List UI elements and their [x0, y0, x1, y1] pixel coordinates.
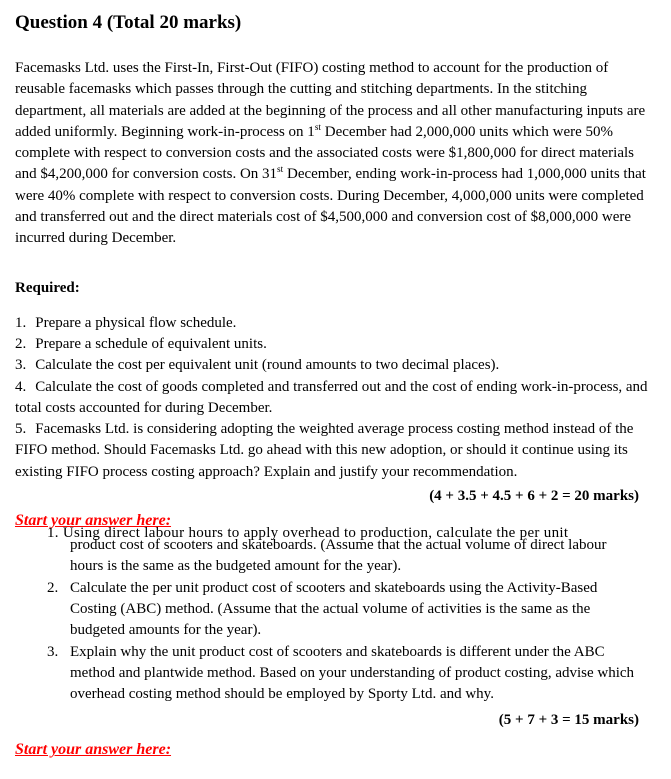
intro-text-part-3: December, ending work-in-process had 1,000,000 units that were 40% complete with respect to conversion costs. During December, 4,000,000 units were completed and transferred out and the direct materials cost of $4,500,000 and conversion cost of $8,000,000 were incurred during December.: [15, 166, 646, 247]
clipped-text-line: [47, 523, 653, 542]
task-number: 1.: [15, 314, 27, 331]
intro-text-part-2: December had 2,000,000 units which were 50% complete with respect to conversion costs and the associated costs were $1,800,000 for direct materials and $4,200,000 for conversion costs. On 31: [15, 123, 634, 183]
task-number: 5.: [15, 421, 27, 438]
intro-text-part-1: Facemasks Ltd. uses the First-In, First-Out (FIFO) costing method to account for the production of reusable facemasks which passes through the cutting and stitching departments. In the stitching department, all materials are added at the beginning of the process and all other manufacturing inputs are added uniformly. Beginning work-in-process on 1: [15, 60, 646, 140]
task-text: Calculate the cost of goods completed and transferred out and the cost of ending work-in-process, and total costs accounted for during December.: [15, 378, 648, 416]
question-intro-paragraph: [15, 58, 653, 250]
task-item: [15, 377, 653, 420]
task-item: [15, 313, 653, 334]
task-number: 2.: [15, 335, 27, 352]
task-number: 3.: [15, 357, 27, 374]
answer-section-task-list: [47, 578, 639, 706]
page-title: Question 4 (Total 20 marks): [15, 12, 242, 33]
task-item: [47, 578, 639, 642]
task-item: [47, 642, 639, 706]
task-number: 3.: [47, 643, 59, 660]
task-text: Explain why the unit product cost of scooters and skateboards is different under the ABC method and plantwide method. Based on your understanding of product costing, advise which overhead costing method should be employed by Sporty Ltd. and why.: [70, 643, 635, 703]
start-answer-prompt: Start your answer here:: [15, 741, 172, 759]
task-text: Calculate the cost per equivalent unit (round amounts to two decimal places).: [35, 357, 500, 374]
required-label: Required:: [15, 279, 80, 296]
required-task-list: [15, 313, 653, 483]
marks-summary-line: (4 + 3.5 + 4.5 + 6 + 2 = 20 marks): [429, 488, 639, 505]
task-text: Prepare a schedule of equivalent units.: [35, 335, 267, 352]
task-number: 2.: [47, 579, 59, 596]
marks-summary-line: (5 + 7 + 3 = 15 marks): [498, 712, 639, 729]
clipped-text-content: 1. Using direct labour hours to apply overhead to production, calculate the per unit: [47, 525, 569, 542]
superscript-st-2: st: [277, 165, 284, 176]
superscript-st-1: st: [314, 122, 322, 133]
task-item: [15, 334, 653, 355]
task-number: 4.: [15, 378, 27, 395]
start-answer-prompt: Start your answer here:: [15, 512, 172, 530]
task-text-continuation: product cost of scooters and skateboards. (Assume that the actual volume of direct labour hours is the same as the budgeted amount for the year).: [70, 537, 607, 575]
task-item: [15, 419, 653, 483]
task-text: Facemasks Ltd. is considering adopting the weighted average process costing method instead of the FIFO method. Should Facemasks Ltd. go ahead with this new adoption, or should it continue using its existing FIFO process costing approach? Explain and justify your recommendation.: [15, 421, 634, 480]
task-text: Calculate the per unit product cost of scooters and skateboards using the Activity-Based Costing (ABC) method. (Assume that the actual volume of activities is the same as the budgeted amounts for the year).: [70, 579, 598, 639]
task-item: [15, 355, 653, 376]
task-text: Prepare a physical flow schedule.: [35, 314, 237, 331]
